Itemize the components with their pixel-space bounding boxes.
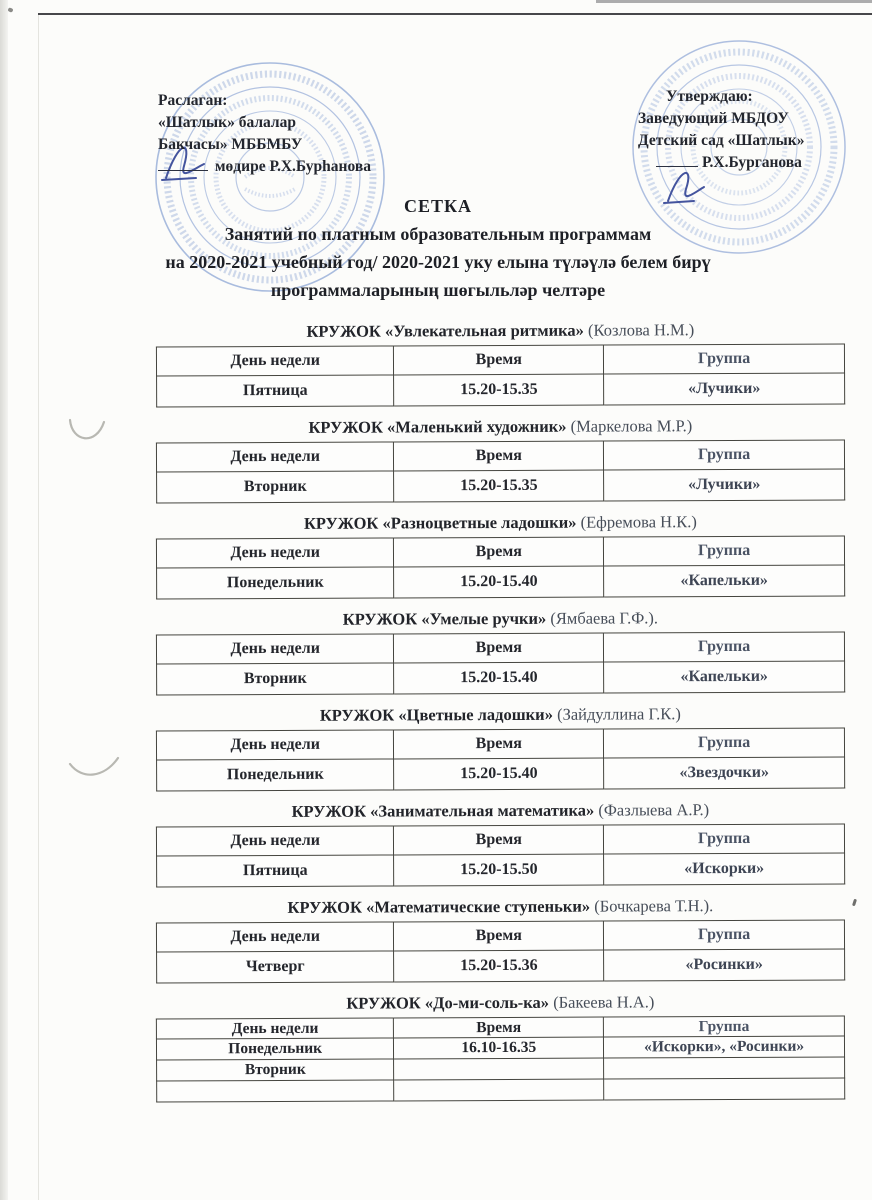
header-row	[156, 824, 844, 856]
table-cell	[604, 1078, 845, 1100]
table-cell: 15.20-15.40	[394, 662, 604, 694]
title-line: СЕТКА	[403, 196, 473, 216]
header-row	[156, 536, 844, 568]
club-section	[156, 511, 845, 599]
column-header: День недели	[156, 730, 393, 760]
table-cell: Пятница	[157, 375, 394, 407]
table-cell: 15.20-15.40	[394, 758, 604, 790]
table-row	[157, 469, 845, 503]
header-row	[156, 920, 844, 952]
table-row	[157, 853, 845, 887]
header-row	[156, 344, 844, 376]
table-cell: Понедельник	[157, 759, 394, 791]
section-title	[156, 991, 845, 1014]
header-row	[156, 728, 844, 760]
approval-right-signed-text: Р.Х.Бурганова	[702, 154, 802, 171]
scan-speck	[852, 899, 857, 907]
schedule-table	[156, 1015, 845, 1102]
section-title	[156, 895, 845, 918]
title-line: Занятий по платным образовательным программам	[224, 224, 652, 244]
club-name: КРУЖОК «До-ми-соль-ка»	[346, 992, 550, 1013]
approval-left-line: Бакчасы» МББМБУ	[158, 136, 303, 153]
table-cell: «Искорки», «Росинки»	[604, 1036, 845, 1058]
table-cell: «Искорки»	[604, 853, 845, 885]
table-row	[157, 565, 845, 599]
table-cell: 15.20-15.50	[394, 854, 604, 886]
club-name: КРУЖОК «Математические ступеньки»	[287, 896, 591, 917]
table-row	[157, 661, 845, 695]
table-cell: Вторник	[157, 663, 394, 695]
table-cell: 15.20-15.35	[394, 374, 604, 406]
table-cell: 15.20-15.40	[394, 566, 604, 598]
teacher-name: (Ефремова Н.К.)	[580, 512, 697, 532]
scan-top-line	[38, 13, 872, 15]
column-header: День недели	[156, 346, 393, 376]
column-header: День недели	[156, 1018, 393, 1039]
column-header: День недели	[156, 538, 393, 568]
section-title	[156, 703, 845, 726]
column-header: Время	[394, 345, 604, 375]
table-cell: 15.20-15.35	[394, 470, 604, 502]
table-body	[157, 661, 845, 695]
section-title	[156, 511, 845, 534]
table-cell: Вторник	[157, 1059, 394, 1081]
table-cell: Пятница	[157, 855, 394, 887]
table-row	[157, 757, 845, 791]
club-name: КРУЖОК «Занимательная математика»	[291, 800, 595, 821]
column-header: Группа	[604, 440, 845, 470]
scan-speck	[7, 7, 13, 13]
schedule-table	[156, 919, 845, 983]
schedule-table	[156, 343, 845, 407]
column-header: Группа	[604, 920, 845, 950]
column-header: День недели	[156, 826, 393, 856]
section-title	[156, 415, 845, 438]
table-row	[157, 1057, 845, 1081]
scan-smudge	[596, 0, 872, 3]
table-cell: «Росинки»	[604, 949, 845, 981]
table-body	[157, 949, 845, 983]
club-section	[156, 607, 845, 695]
column-header: Время	[394, 633, 604, 663]
teacher-name: (Козлова Н.М.)	[587, 320, 695, 340]
table-body	[157, 469, 845, 503]
table-row	[157, 373, 845, 407]
pen-mark-icon	[66, 748, 124, 784]
column-header: Время	[394, 441, 604, 471]
scan-edge-shadow	[0, 0, 8, 1200]
column-header: Группа	[604, 1016, 845, 1037]
table-cell	[157, 1080, 394, 1102]
teacher-name: (Фазлыева А.Р.)	[598, 800, 710, 820]
table-cell: Понедельник	[157, 567, 394, 599]
title-line: программаларының шөгыльләр челтәре	[270, 280, 606, 300]
signature-line	[656, 152, 698, 167]
teacher-name: (Бочкарева Т.Н.).	[594, 896, 714, 916]
approval-right-line: Утверждаю:	[666, 88, 753, 105]
table-cell: 15.20-15.36	[394, 950, 604, 982]
schedule-table	[156, 727, 845, 791]
table-body	[157, 565, 845, 599]
club-name: КРУЖОК «Увлекательная ритмика»	[306, 320, 584, 341]
column-header: Группа	[604, 344, 845, 374]
signature-line	[158, 156, 208, 171]
teacher-name: (Ямбаева Г.Ф.).	[550, 608, 659, 628]
header-row	[156, 440, 844, 472]
column-header: День недели	[156, 634, 393, 664]
approval-left-line: «Шатлык» балалар	[158, 114, 296, 131]
table-cell: Четверг	[157, 951, 394, 983]
table-cell: «Лучики»	[604, 469, 845, 501]
approval-block-left	[158, 90, 371, 178]
approval-left-signed-line	[158, 156, 371, 178]
table-row	[156, 1036, 844, 1060]
table-cell: Понедельник	[156, 1038, 393, 1060]
column-header: Время	[394, 1017, 604, 1038]
teacher-name: (Бакеева Н.А.)	[553, 992, 655, 1012]
table-cell: «Капельки»	[604, 661, 845, 693]
sections	[156, 321, 845, 1112]
club-name: КРУЖОК «Маленький художник»	[308, 416, 567, 437]
approval-left-signed-text: мөдире Р.Х.Бурһанова	[215, 158, 371, 175]
column-header: День недели	[156, 922, 393, 952]
schedule-table	[156, 631, 845, 695]
column-header: Группа	[604, 632, 845, 662]
table-row	[157, 949, 845, 983]
table-cell	[394, 1079, 604, 1101]
schedule-table	[156, 439, 845, 503]
table-cell: «Лучики»	[604, 373, 845, 405]
table-cell: «Капельки»	[604, 565, 845, 597]
table-body	[156, 1036, 844, 1102]
club-section	[156, 895, 845, 983]
club-name: КРУЖОК «Цветные ладошки»	[319, 704, 553, 725]
column-header: Время	[394, 825, 604, 855]
schedule-table	[156, 535, 845, 599]
club-name: КРУЖОК «Умелые ручки»	[342, 608, 547, 629]
approval-left-line: Раслаган:	[158, 92, 228, 109]
table-cell	[604, 1057, 845, 1079]
column-header: День недели	[156, 442, 393, 472]
teacher-name: (Зайдуллина Г.К.)	[557, 704, 681, 724]
section-title	[156, 319, 845, 342]
schedule-table	[156, 823, 845, 887]
column-header: Время	[394, 921, 604, 951]
table-body	[157, 373, 845, 407]
column-header: Группа	[604, 824, 845, 854]
column-header: Время	[394, 729, 604, 759]
club-name: КРУЖОК «Разноцветные ладошки»	[303, 512, 577, 533]
page-fold-line	[38, 14, 39, 1200]
column-header: Время	[394, 537, 604, 567]
club-section	[156, 991, 845, 1102]
table-row	[157, 1078, 845, 1102]
approval-right-signed-line	[638, 152, 804, 174]
teacher-name: (Маркелова М.Р.)	[570, 416, 693, 436]
header-row	[156, 632, 844, 664]
pen-mark-icon	[62, 412, 114, 454]
club-section	[156, 799, 845, 887]
column-header: Группа	[604, 536, 845, 566]
title-line: на 2020-2021 учебный год/ 2020-2021 уку елына түләүлә белем бирү	[165, 252, 711, 272]
section-title	[156, 799, 845, 822]
table-body	[157, 757, 845, 791]
club-section	[156, 415, 845, 503]
approval-right-line: Детский сад «Шатлык»	[638, 132, 805, 149]
table-cell: 16.10-16.35	[394, 1037, 604, 1059]
section-title	[156, 607, 845, 630]
club-section	[156, 319, 845, 407]
table-cell	[394, 1058, 604, 1080]
table-cell: «Звездочки»	[604, 757, 845, 789]
table-body	[157, 853, 845, 887]
approval-right-line: Заведующий МБДОУ	[638, 110, 789, 127]
approval-block-right	[638, 86, 804, 174]
club-section	[156, 703, 845, 791]
document-title	[56, 192, 820, 304]
column-header: Группа	[604, 728, 845, 758]
table-cell: Вторник	[157, 471, 394, 503]
